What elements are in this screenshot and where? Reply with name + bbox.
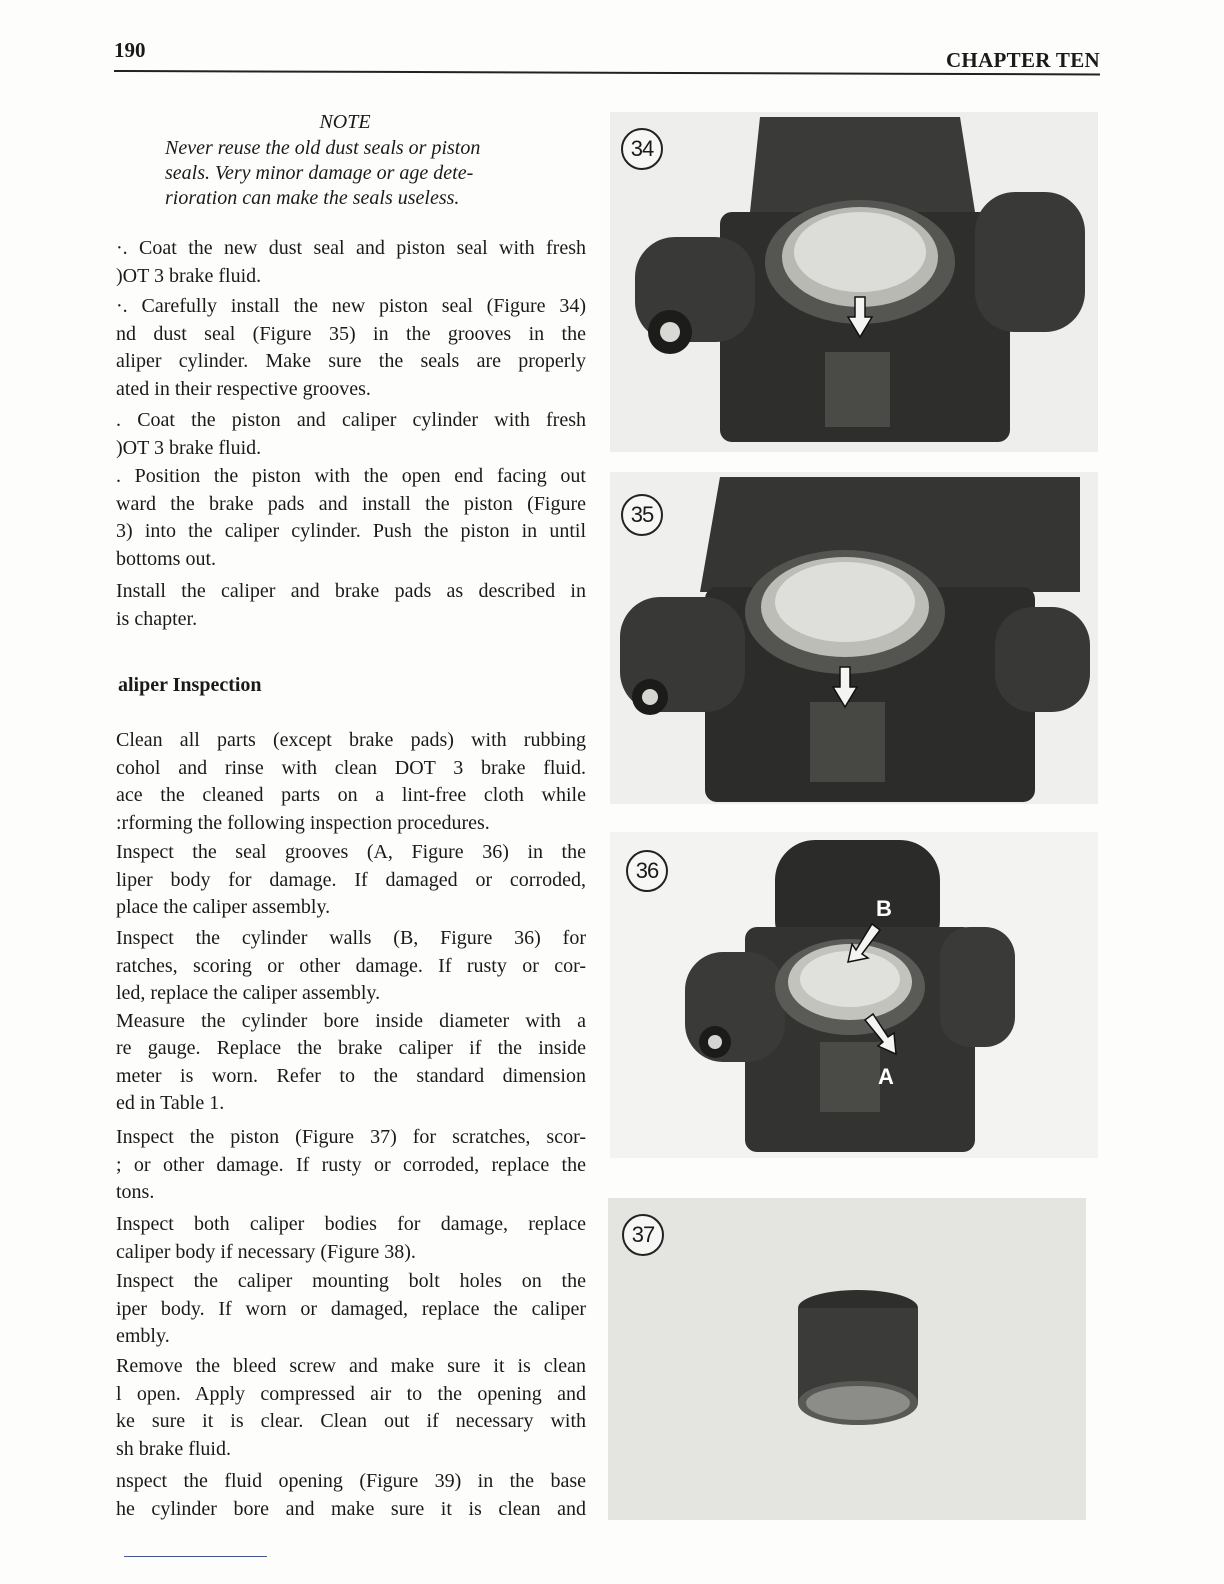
- figure-36-photo: [610, 832, 1098, 1158]
- text-line: ·. Carefully install the new piston seal (Figure 34): [116, 295, 586, 317]
- text-line: ace the cleaned parts on a lint-free cloth while: [116, 784, 586, 806]
- text-line: is chapter.: [116, 607, 198, 630]
- text-line: caliper body if necessary (Figure 38).: [116, 1240, 416, 1263]
- callout-b-label: B: [876, 896, 892, 921]
- text-line: )OT 3 brake fluid.: [116, 436, 262, 459]
- inspection-paragraph: [116, 1211, 586, 1266]
- note-block: [165, 110, 585, 211]
- text-line: place the caliper assembly.: [116, 896, 331, 918]
- text-line: ·. Coat the new dust seal and piston seal with fresh: [116, 237, 586, 259]
- callout-a-label: A: [878, 1064, 894, 1089]
- text-line: liper body for damage. If damaged or corroded,: [116, 868, 586, 891]
- text-line: he cylinder bore and make sure it is clean and: [116, 1497, 586, 1520]
- step-paragraph: [116, 293, 586, 403]
- text-line: iper body. If worn or damaged, replace the caliper: [116, 1297, 586, 1320]
- text-line: Inspect the seal grooves (A, Figure 36) in the: [116, 841, 586, 863]
- inspection-paragraph: [116, 1268, 586, 1351]
- section-heading: aliper Inspection: [118, 674, 262, 696]
- figure-35-photo: [610, 472, 1098, 804]
- figure-number-badge: 34: [621, 128, 663, 170]
- text-line: aliper cylinder. Make sure the seals are properly: [116, 350, 586, 372]
- text-line: ke sure it is clear. Clean out if necessary with: [116, 1410, 586, 1432]
- figure-number-badge: 37: [622, 1214, 664, 1256]
- text-line: 3) into the caliper cylinder. Push the piston in until: [116, 520, 586, 542]
- text-line: ed in Table 1.: [116, 1092, 225, 1114]
- text-line: Clean all parts (except brake pads) with rubbing: [116, 729, 586, 751]
- text-line: l open. Apply compressed air to the opening and: [116, 1382, 586, 1405]
- chapter-title: CHAPTER TEN: [945, 48, 1100, 72]
- text-line: ward the brake pads and install the piston (Figure: [116, 492, 586, 515]
- step-paragraph: [116, 463, 586, 573]
- text-line: nspect the fluid opening (Figure 39) in the base: [116, 1470, 586, 1492]
- step-paragraph: [116, 235, 586, 290]
- note-title: NOTE: [319, 111, 371, 133]
- step-paragraph: [116, 407, 586, 462]
- text-line: Inspect the caliper mounting bolt holes on the: [116, 1270, 586, 1292]
- text-line: sh brake fluid.: [116, 1437, 231, 1460]
- text-line: :rforming the following inspection procedures.: [116, 811, 490, 834]
- inspection-paragraph: [116, 925, 586, 1118]
- text-line: ated in their respective grooves.: [116, 377, 371, 400]
- inspection-paragraph: [116, 1124, 586, 1207]
- step-paragraph: [116, 578, 586, 633]
- note-line: seals. Very minor damage or age dete-: [165, 162, 474, 184]
- text-line: ratches, scoring or other damage. If rusty or cor-: [116, 954, 586, 977]
- text-line: re gauge. Replace the brake caliper if the inside: [116, 1037, 586, 1059]
- text-line: . Coat the piston and caliper cylinder with fresh: [116, 409, 586, 431]
- text-line: cohol and rinse with clean DOT 3 brake fluid.: [116, 756, 586, 779]
- text-line: Install the caliper and brake pads as described in: [116, 580, 586, 602]
- text-line: nd dust seal (Figure 35) in the grooves in the: [116, 322, 586, 345]
- text-line: Remove the bleed screw and make sure it is clean: [116, 1355, 586, 1377]
- text-line: Inspect both caliper bodies for damage, replace: [116, 1213, 586, 1235]
- inspection-paragraph: [116, 839, 586, 922]
- text-line: )OT 3 brake fluid.: [116, 264, 262, 287]
- bottom-rule: [124, 1556, 267, 1557]
- figure-34-photo: [610, 112, 1098, 452]
- text-line: Measure the cylinder bore inside diameter with a: [116, 1009, 586, 1032]
- figure-number-badge: 35: [621, 494, 663, 536]
- text-line: meter is worn. Refer to the standard dimension: [116, 1064, 586, 1087]
- figure-37-photo: [608, 1198, 1086, 1520]
- page-number: 190: [114, 38, 146, 62]
- note-line: rioration can make the seals useless.: [165, 187, 460, 209]
- text-line: tons.: [116, 1181, 155, 1203]
- inspection-paragraph: [116, 1353, 586, 1463]
- inspection-paragraph: [116, 727, 586, 837]
- inspection-paragraph: [116, 1468, 586, 1523]
- note-line: Never reuse the old dust seals or piston: [165, 137, 481, 159]
- text-line: Inspect the piston (Figure 37) for scratches, scor-: [116, 1126, 586, 1148]
- figure-number-badge: 36: [626, 850, 668, 892]
- text-line: led, replace the caliper assembly.: [116, 982, 381, 1004]
- text-line: bottoms out.: [116, 547, 217, 570]
- text-line: . Position the piston with the open end facing out: [116, 465, 586, 487]
- text-line: Inspect the cylinder walls (B, Figure 36) for: [116, 927, 586, 949]
- text-line: embly.: [116, 1325, 170, 1347]
- text-line: ; or other damage. If rusty or corroded, replace the: [116, 1153, 586, 1176]
